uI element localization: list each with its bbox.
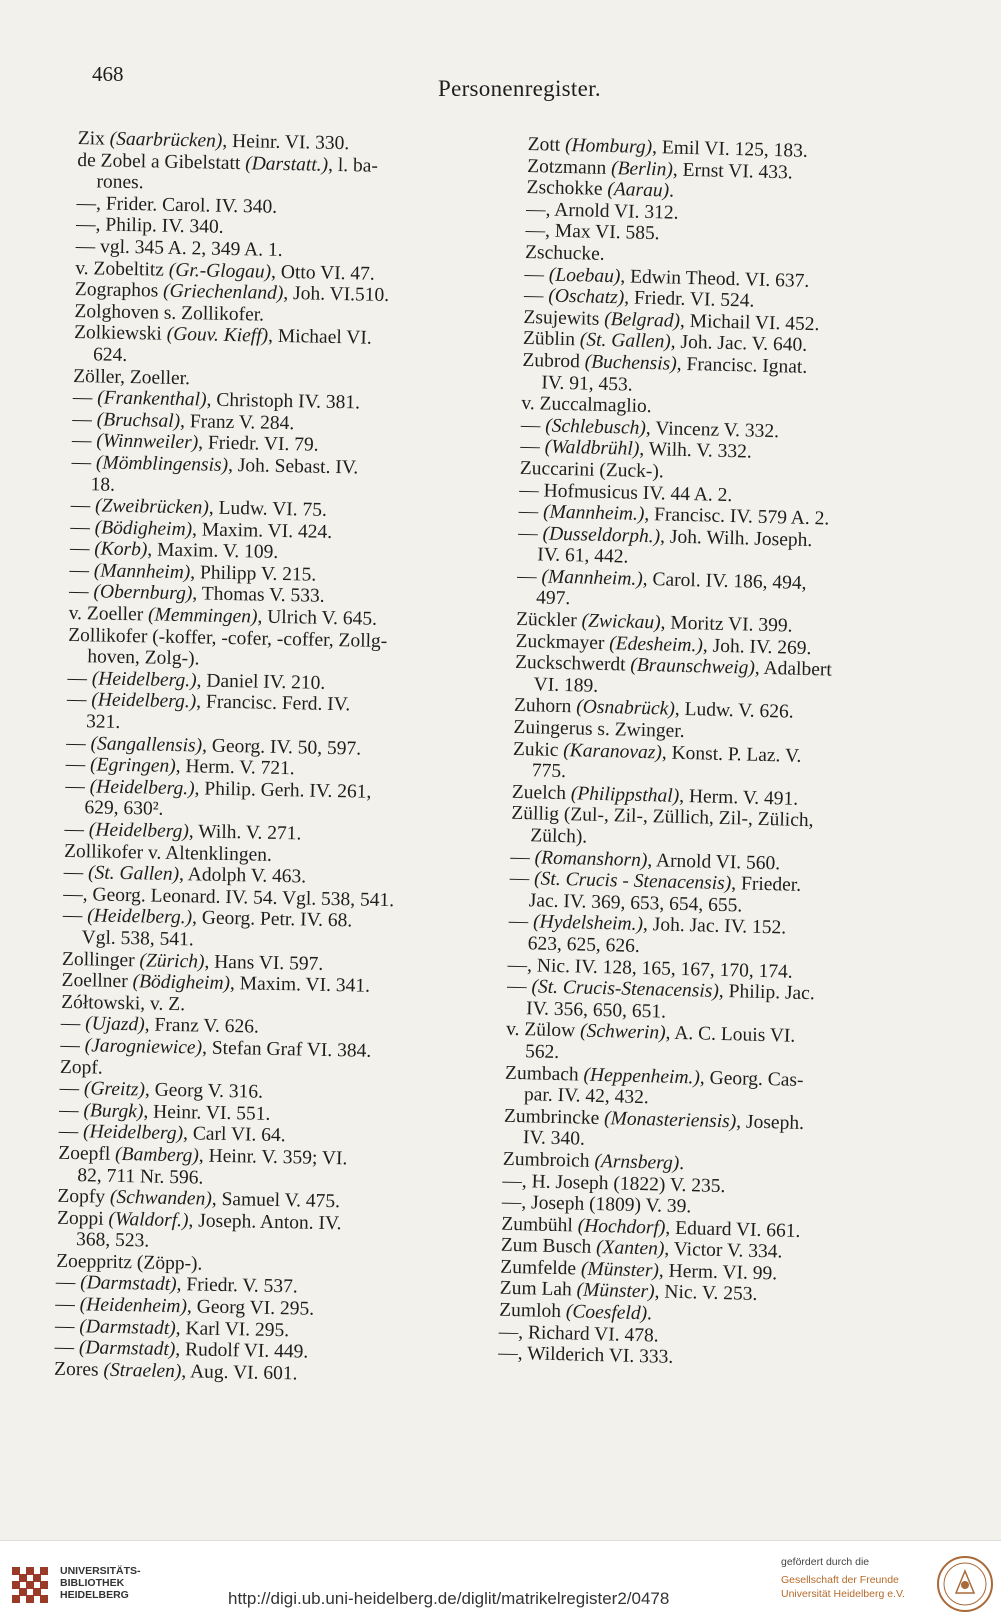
entry-details: , Moritz VI. 399. (660, 612, 793, 637)
entry-text: — (517, 522, 543, 545)
entry-place: (Bödigheim) (132, 971, 231, 995)
university-seal-icon (936, 1555, 994, 1613)
entry-place: (Berlin) (610, 157, 674, 181)
entry-text: — (518, 500, 544, 523)
entry-text: Zumbrincke (503, 1105, 605, 1129)
entry-details: , Herm. VI. 99. (658, 1260, 778, 1285)
entry-text: Zum Busch (500, 1234, 597, 1259)
entry-text: 629, 630². (64, 797, 164, 821)
entry-text: — vgl. 345 A. 2, 349 A. 1. (75, 235, 283, 261)
entry-details: , Daniel IV. 210. (196, 670, 326, 694)
entry-text: 82, 711 Nr. 596. (57, 1164, 204, 1189)
entry-place: (Oschatz) (548, 285, 625, 309)
entry-place: (Waldorf.) (108, 1208, 189, 1232)
entry-text: — (71, 430, 97, 452)
entry-details: , Philipp V. 215. (190, 562, 317, 586)
entry-text: —, Richard VI. 478. (498, 1321, 659, 1347)
entry-text: IV. 340. (503, 1127, 586, 1150)
entry-text: Zumbach (504, 1062, 584, 1086)
entry-place: (Schwanden) (109, 1186, 213, 1210)
entry-details: , Joh. VI.510. (283, 283, 390, 307)
entry-place: (Münster) (580, 1258, 660, 1282)
entry-details: , Joh. IV. 269. (702, 635, 812, 659)
entry-place: (Ujazd) (84, 1013, 145, 1036)
entry-text: Zollikofer (-koffer, -cofer, -coffer, Zollg- (68, 624, 388, 652)
entry-place: (Zürich) (139, 949, 205, 973)
entry-place: (Zweibrücken) (94, 495, 210, 519)
entry-details: . (679, 1152, 685, 1175)
entry-text: hoven, Zolg-). (67, 646, 200, 670)
entry-text: v. Zobeltitz (75, 257, 170, 281)
entry-place: (Darmstadt) (79, 1272, 177, 1296)
entry-text: Zuingerus s. Zwinger. (513, 716, 685, 743)
entry-place: (Gr.-Glogau) (168, 259, 272, 283)
entry-text: — (63, 862, 89, 884)
entry-text: — (65, 732, 91, 754)
entry-text: Zotzmann (526, 155, 612, 179)
entry-details: , A. C. Louis VI. (665, 1022, 796, 1048)
entry-place: (Korb) (94, 538, 148, 561)
entry-text: v. Zuccalmaglio. (521, 393, 652, 418)
entry-place: (Heidenheim) (79, 1294, 188, 1318)
document-url-link[interactable]: http://digi.ub.uni-heidelberg.de/diglit/matrikelregister2/0478 (228, 1589, 670, 1608)
entry-text: — (510, 846, 535, 868)
entry-place: (Darmstadt) (79, 1315, 176, 1339)
entry-place: (Mannheim.) (542, 501, 645, 526)
entry-text: Zoellner (61, 970, 133, 993)
entry-text: Vgl. 538, 541. (62, 926, 194, 951)
entry-details: , Friedr. V. 537. (176, 1274, 298, 1298)
entry-text: — (68, 581, 94, 603)
entry-text: 775. (512, 760, 567, 783)
sponsor-label: gefördert durch die (781, 1556, 870, 1568)
entry-text: Zoppi (56, 1207, 109, 1230)
entry-place: (Romanshorn) (534, 846, 648, 871)
entry-text: —, Joseph (1809) V. 39. (501, 1191, 692, 1218)
entry-text: —, Frider. Carol. IV. 340. (76, 192, 278, 218)
entry-details: , Samuel V. 475. (211, 1188, 341, 1213)
entry-details: , Adolph V. 463. (178, 864, 307, 888)
entry-details: , Maxim. V. 109. (147, 539, 279, 564)
entry-details: , Friedr. VI. 79. (197, 432, 319, 456)
entry-text: Zuelch (511, 781, 572, 805)
entry-text: Zumloh (498, 1299, 567, 1323)
entry-text: — (55, 1272, 81, 1294)
entry-place: (Heidelberg.) (91, 689, 197, 713)
entry-text: — (69, 559, 95, 582)
entry-place: (Heidelberg.) (87, 905, 193, 929)
entry-text: Zollinger (61, 948, 140, 971)
entry-place: (Edesheim.) (608, 632, 704, 657)
entry-place: (Jarogniewice) (84, 1035, 203, 1059)
entry-details: , Ernst VI. 433. (672, 159, 793, 184)
entry-text: 562. (505, 1040, 560, 1063)
entry-place: (Heppenheim.) (583, 1064, 701, 1089)
entry-text: —, Arnold VI. 312. (525, 198, 679, 224)
entry-text: par. IV. 42, 432. (504, 1083, 650, 1109)
entry-details: , Georg. IV. 50, 597. (201, 735, 362, 760)
entry-details: , Thomas V. 533. (192, 583, 325, 608)
entry-details: , Christoph IV. 381. (206, 389, 361, 414)
entry-details: , Ludw. V. 626. (674, 699, 794, 724)
entry-details: , Francisc. Ferd. IV. (196, 691, 351, 716)
entry-text: Zumbühl (501, 1213, 578, 1237)
entry-text: Zographos (74, 279, 164, 302)
entry-details: , Joh. Jac. IV. 152. (642, 914, 787, 939)
entry-text: Züblin (522, 328, 581, 351)
entry-text: — (520, 414, 546, 437)
entry-details: , Heinr. VI. 551. (143, 1101, 271, 1125)
entry-details: , Wilh. V. 332. (639, 439, 752, 463)
entry-details: , Aug. VI. 601. (181, 1361, 298, 1385)
entry-text: — (70, 516, 95, 539)
entry-details: . (646, 1303, 653, 1325)
entry-text: — (69, 538, 95, 560)
entry-text: — (54, 1337, 80, 1359)
entry-details: , Joseph. (736, 1111, 805, 1134)
entry-place: (Arnsberg) (594, 1150, 680, 1174)
entry-text: Zopfy (57, 1185, 111, 1208)
entry-text: rones. (76, 171, 144, 194)
entry-place: (Straelen) (103, 1359, 182, 1383)
entry-text: Jac. IV. 369, 653, 654, 655. (509, 889, 743, 917)
university-library-logo-icon (8, 1563, 52, 1607)
entry-text: Züllig (Zul-, Zil-, Züllich, Zil-, Zülich, (511, 803, 814, 832)
entry-place: (Griechenland) (162, 280, 284, 305)
entry-details: , Joh. Wilh. Joseph. (659, 526, 813, 551)
entry-place: (Dusseldorph.) (542, 523, 661, 548)
entry-text: Zöller, Zoeller. (73, 365, 191, 389)
entry-place: (Xanten) (595, 1237, 665, 1260)
entry-text: — (70, 495, 96, 517)
entry-details: , Hans VI. 597. (204, 951, 324, 975)
entry-details: , Joseph. Anton. IV. (188, 1210, 342, 1234)
entry-details: , Francisc. Ignat. (676, 353, 808, 378)
entry-place: (Heidelberg) (88, 819, 190, 843)
entry-place: (St. Gallen) (579, 329, 672, 353)
entry-place: (Schlebusch) (544, 415, 647, 439)
entry-text: Zschucke. (524, 241, 605, 265)
library-name-line: HEIDELBERG (60, 1589, 129, 1601)
entry-text: Zukic (512, 738, 564, 761)
entry-details: , Friedr. VI. 524. (623, 287, 755, 312)
entry-details: , Michail VI. 452. (679, 310, 820, 335)
entry-text: IV. 356, 650, 651. (506, 997, 667, 1023)
entry-text: de Zobel a Gibelstatt (77, 149, 246, 174)
library-name-line: BIBLIOTHEK (60, 1577, 125, 1589)
entry-place: (Frankenthal) (96, 387, 207, 411)
entry-place: (Monasteriensis) (603, 1107, 737, 1133)
sponsor-block (781, 1555, 931, 1601)
entry-text: — (72, 408, 97, 431)
entry-text: — (66, 689, 92, 711)
entry-text: — (54, 1315, 80, 1337)
entry-text: — (524, 263, 550, 286)
entry-place: (Loebau) (548, 264, 621, 287)
footer-bar (0, 1540, 1001, 1624)
entry-place: (Mömblingensis) (95, 452, 229, 476)
entry-place: (St. Crucis - Stenacensis) (533, 868, 732, 895)
entry-details: , Carol. IV. 186, 494, (642, 568, 807, 594)
entry-place: (Egringen) (89, 754, 176, 778)
entry-details: , Wilh. V. 271. (188, 821, 302, 845)
entry-place: (Braunschweig) (630, 654, 756, 679)
entry-text: Zoepfl (58, 1142, 116, 1165)
entry-text: 623, 625, 626. (507, 932, 641, 957)
entry-details: , Stefan Graf VI. 384. (201, 1037, 372, 1062)
entry-place: (Karanovaz) (563, 739, 663, 764)
entry-place: (Burgk) (83, 1100, 144, 1123)
entry-text: 321. (66, 710, 121, 733)
entry-details: , Georg. Petr. IV. 68. (191, 907, 353, 932)
entry-text: Zumfelde (500, 1256, 582, 1280)
entry-details: , Georg. Cas- (699, 1067, 804, 1091)
entry-details: , Frieder. (730, 873, 802, 897)
entry-details: , Heinr. VI. 330. (222, 130, 350, 155)
entry-text: — (506, 975, 532, 998)
entry-text: — (60, 1034, 85, 1057)
entry-details: , Maxim. VI. 424. (191, 518, 333, 543)
page-number: 468 (92, 62, 124, 86)
entry-text: Zott (527, 134, 566, 156)
entry-text: — (508, 911, 534, 933)
entry-text: 368, 523. (56, 1229, 150, 1252)
entry-text: —, Max VI. 585. (525, 220, 660, 245)
entry-place: (Saarbrücken) (109, 128, 223, 152)
entry-text: — (62, 905, 88, 927)
entry-text: —, H. Joseph (1822) V. 235. (502, 1170, 726, 1197)
entry-text: — (72, 387, 98, 409)
entry-text: — (71, 451, 97, 474)
entry-text: Zollikofer v. Altenklingen. (63, 840, 273, 866)
library-name (60, 1565, 141, 1601)
entry-text: Zolghoven s. Zollikofer. (74, 300, 265, 326)
entry-details: , Victor V. 334. (664, 1238, 783, 1263)
entry-details: , Franz V. 284. (179, 410, 295, 434)
entry-place: (Heidelberg.) (89, 776, 195, 800)
entry-text: Zsujewits (523, 306, 605, 330)
entry-details: , Konst. P. Laz. V. (661, 742, 802, 767)
entry-details: , Heinr. V. 359; VI. (198, 1145, 348, 1170)
entry-details: , Georg V. 316. (144, 1079, 264, 1103)
entry-text: Zülch). (510, 824, 588, 848)
entry-text: Zolkiewski (73, 322, 167, 346)
entry-text: v. Zülow (505, 1019, 581, 1042)
entry-place: (Hochdorf) (577, 1215, 666, 1239)
entry-text: — (523, 285, 549, 307)
entry-place: (Bödigheim) (94, 517, 193, 540)
sponsor-name-line: Universität Heidelberg e.V. (781, 1588, 905, 1600)
entry-details: , Adalbert (754, 657, 833, 681)
entry-text: — (520, 436, 545, 458)
entry-place: (Mannheim.) (541, 566, 644, 590)
left-column (54, 128, 498, 1388)
entry-text: — (509, 867, 535, 890)
entry-details: , Francisc. IV. 579 A. 2. (644, 504, 830, 530)
entry-place: (Mannheim) (93, 560, 191, 584)
entry-details: , Ulrich V. 645. (257, 606, 378, 630)
entry-text: 624. (73, 343, 128, 366)
entry-text: — Hofmusicus IV. 44 A. 2. (519, 479, 733, 506)
entry-place: (Waldbrühl) (544, 436, 640, 461)
entry-text: Zuckschwerdt (514, 652, 631, 676)
entry-text: —, Wilderich VI. 333. (497, 1342, 674, 1369)
entry-place: (Bamberg) (114, 1143, 200, 1167)
entry-place: (Hydelsheim.) (532, 911, 644, 936)
entry-details: , Joh. Jac. V. 640. (670, 331, 808, 357)
entry-place: (St. Crucis-Stenacensis) (531, 976, 720, 1003)
entry-text: v. Zoeller (68, 602, 149, 626)
entry-details: , Michael VI. (267, 326, 372, 350)
entry-place: (Memmingen) (147, 604, 258, 628)
entry-text: — (516, 565, 542, 588)
entry-place: (Winnweiler) (96, 430, 199, 454)
entry-text: Zoeppritz (Zöpp-). (56, 1250, 203, 1275)
entry-place: (Coesfeld) (565, 1301, 648, 1325)
entry-place: (Belgrad) (603, 308, 681, 332)
entry-place: (Schwerin) (579, 1020, 666, 1044)
entry-text: IV. 61, 442. (517, 544, 629, 568)
entry-text: Zum Lah (499, 1278, 577, 1301)
entry-details: , Herm. V. 721. (175, 756, 295, 780)
entry-details: , Franz V. 626. (144, 1014, 260, 1038)
entry-place: (St. Gallen) (87, 862, 180, 886)
entry-text: 497. (516, 587, 571, 610)
entry-place: (Zwickau) (581, 610, 661, 634)
entry-place: (Philippsthal) (570, 783, 680, 807)
entry-text: Zückler (515, 608, 582, 632)
entry-details: , Nic. V. 253. (654, 1281, 758, 1306)
entry-text: —, Nic. IV. 128, 165, 167, 170, 174. (507, 954, 793, 983)
entry-place: (Münster) (576, 1280, 655, 1303)
entry-details: , Rudolf VI. 449. (175, 1339, 309, 1363)
entry-text: Zumbroich (502, 1148, 595, 1172)
entry-place: (Homburg) (564, 134, 653, 159)
entry-text: Zschokke (526, 177, 608, 201)
right-column (498, 134, 948, 1375)
entry-details: , Philip. Gerh. IV. 261, (194, 778, 372, 803)
entry-details: , Edwin Theod. VI. 637. (620, 265, 810, 292)
entry-text: — (55, 1293, 80, 1316)
entry-details: . (668, 180, 675, 202)
running-head: Personenregister. (438, 76, 601, 101)
entry-details: , Arnold VI. 560. (647, 849, 781, 874)
entry-details: , Georg VI. 295. (186, 1296, 315, 1320)
entry-text: —, Philip. IV. 340. (75, 214, 224, 239)
entry-text: Zubrod (522, 349, 585, 373)
entry-details: , l. ba- (327, 154, 379, 177)
entry-place: (Heidelberg.) (91, 668, 197, 692)
entry-text: Zores (53, 1358, 104, 1381)
entry-details: , Emil VI. 125, 183. (651, 137, 808, 162)
entry-text: — (58, 1121, 84, 1143)
entry-place: (Osnabrück) (576, 696, 676, 721)
entry-place: (Darmstadt) (78, 1337, 176, 1361)
entry-details: , Herm. V. 491. (678, 785, 799, 810)
entry-text: — (60, 1013, 86, 1035)
entry-place: (Sangallensis) (90, 732, 203, 757)
entry-details: , Philip. Jac. (718, 981, 815, 1005)
entry-place: (Bruchsal) (96, 409, 181, 432)
entry-place: (Heidelberg) (82, 1121, 184, 1145)
sponsor-name-line: Gesellschaft der Freunde (781, 1574, 899, 1586)
entry-details: , Eduard VI. 661. (665, 1217, 801, 1242)
entry-text: IV. 91, 453. (521, 371, 633, 396)
entry-place: (Greitz) (83, 1078, 146, 1101)
entry-details: , Maxim. VI. 341. (229, 973, 371, 997)
entry-text: — (65, 754, 91, 776)
entry-details: , Karl VI. 295. (175, 1317, 290, 1341)
entry-text: 18. (70, 473, 116, 496)
entry-place: (Aarau) (607, 179, 670, 202)
entry-text: Zix (77, 128, 110, 150)
entry-details: , Carl VI. 64. (182, 1123, 286, 1147)
entry-text: Zuccarini (Zuck-). (519, 457, 665, 483)
entry-text: — (67, 667, 93, 690)
entry-details: , Ludw. VI. 75. (208, 497, 328, 521)
library-name-line: UNIVERSITÄTS- (60, 1565, 141, 1577)
entry-text: — (65, 775, 90, 798)
entry-place: (Obernburg) (93, 581, 193, 605)
entry-details: , Otto VI. 47. (270, 261, 376, 285)
entry-details: , Joh. Sebast. IV. (227, 454, 359, 479)
entry-text: Zółtowski, v. Z. (61, 991, 186, 1015)
entry-text: Zopf. (59, 1056, 103, 1079)
entry-details: , Vincenz V. 332. (645, 417, 780, 442)
entry-text: —, Georg. Leonard. IV. 54. Vgl. 538, 541. (63, 883, 395, 911)
entry-text: Zuhorn (513, 695, 577, 718)
entry-place: (Darstatt.) (245, 152, 329, 176)
entry-text: — (58, 1099, 84, 1122)
entry-place: (Gouv. Kieff) (166, 324, 269, 348)
entry-place: (Buchensis) (584, 351, 678, 375)
entry-text: Zuckmayer (515, 630, 610, 654)
entry-text: VI. 189. (514, 673, 599, 697)
entry-text: — (59, 1077, 85, 1100)
entry-text: — (64, 818, 90, 841)
